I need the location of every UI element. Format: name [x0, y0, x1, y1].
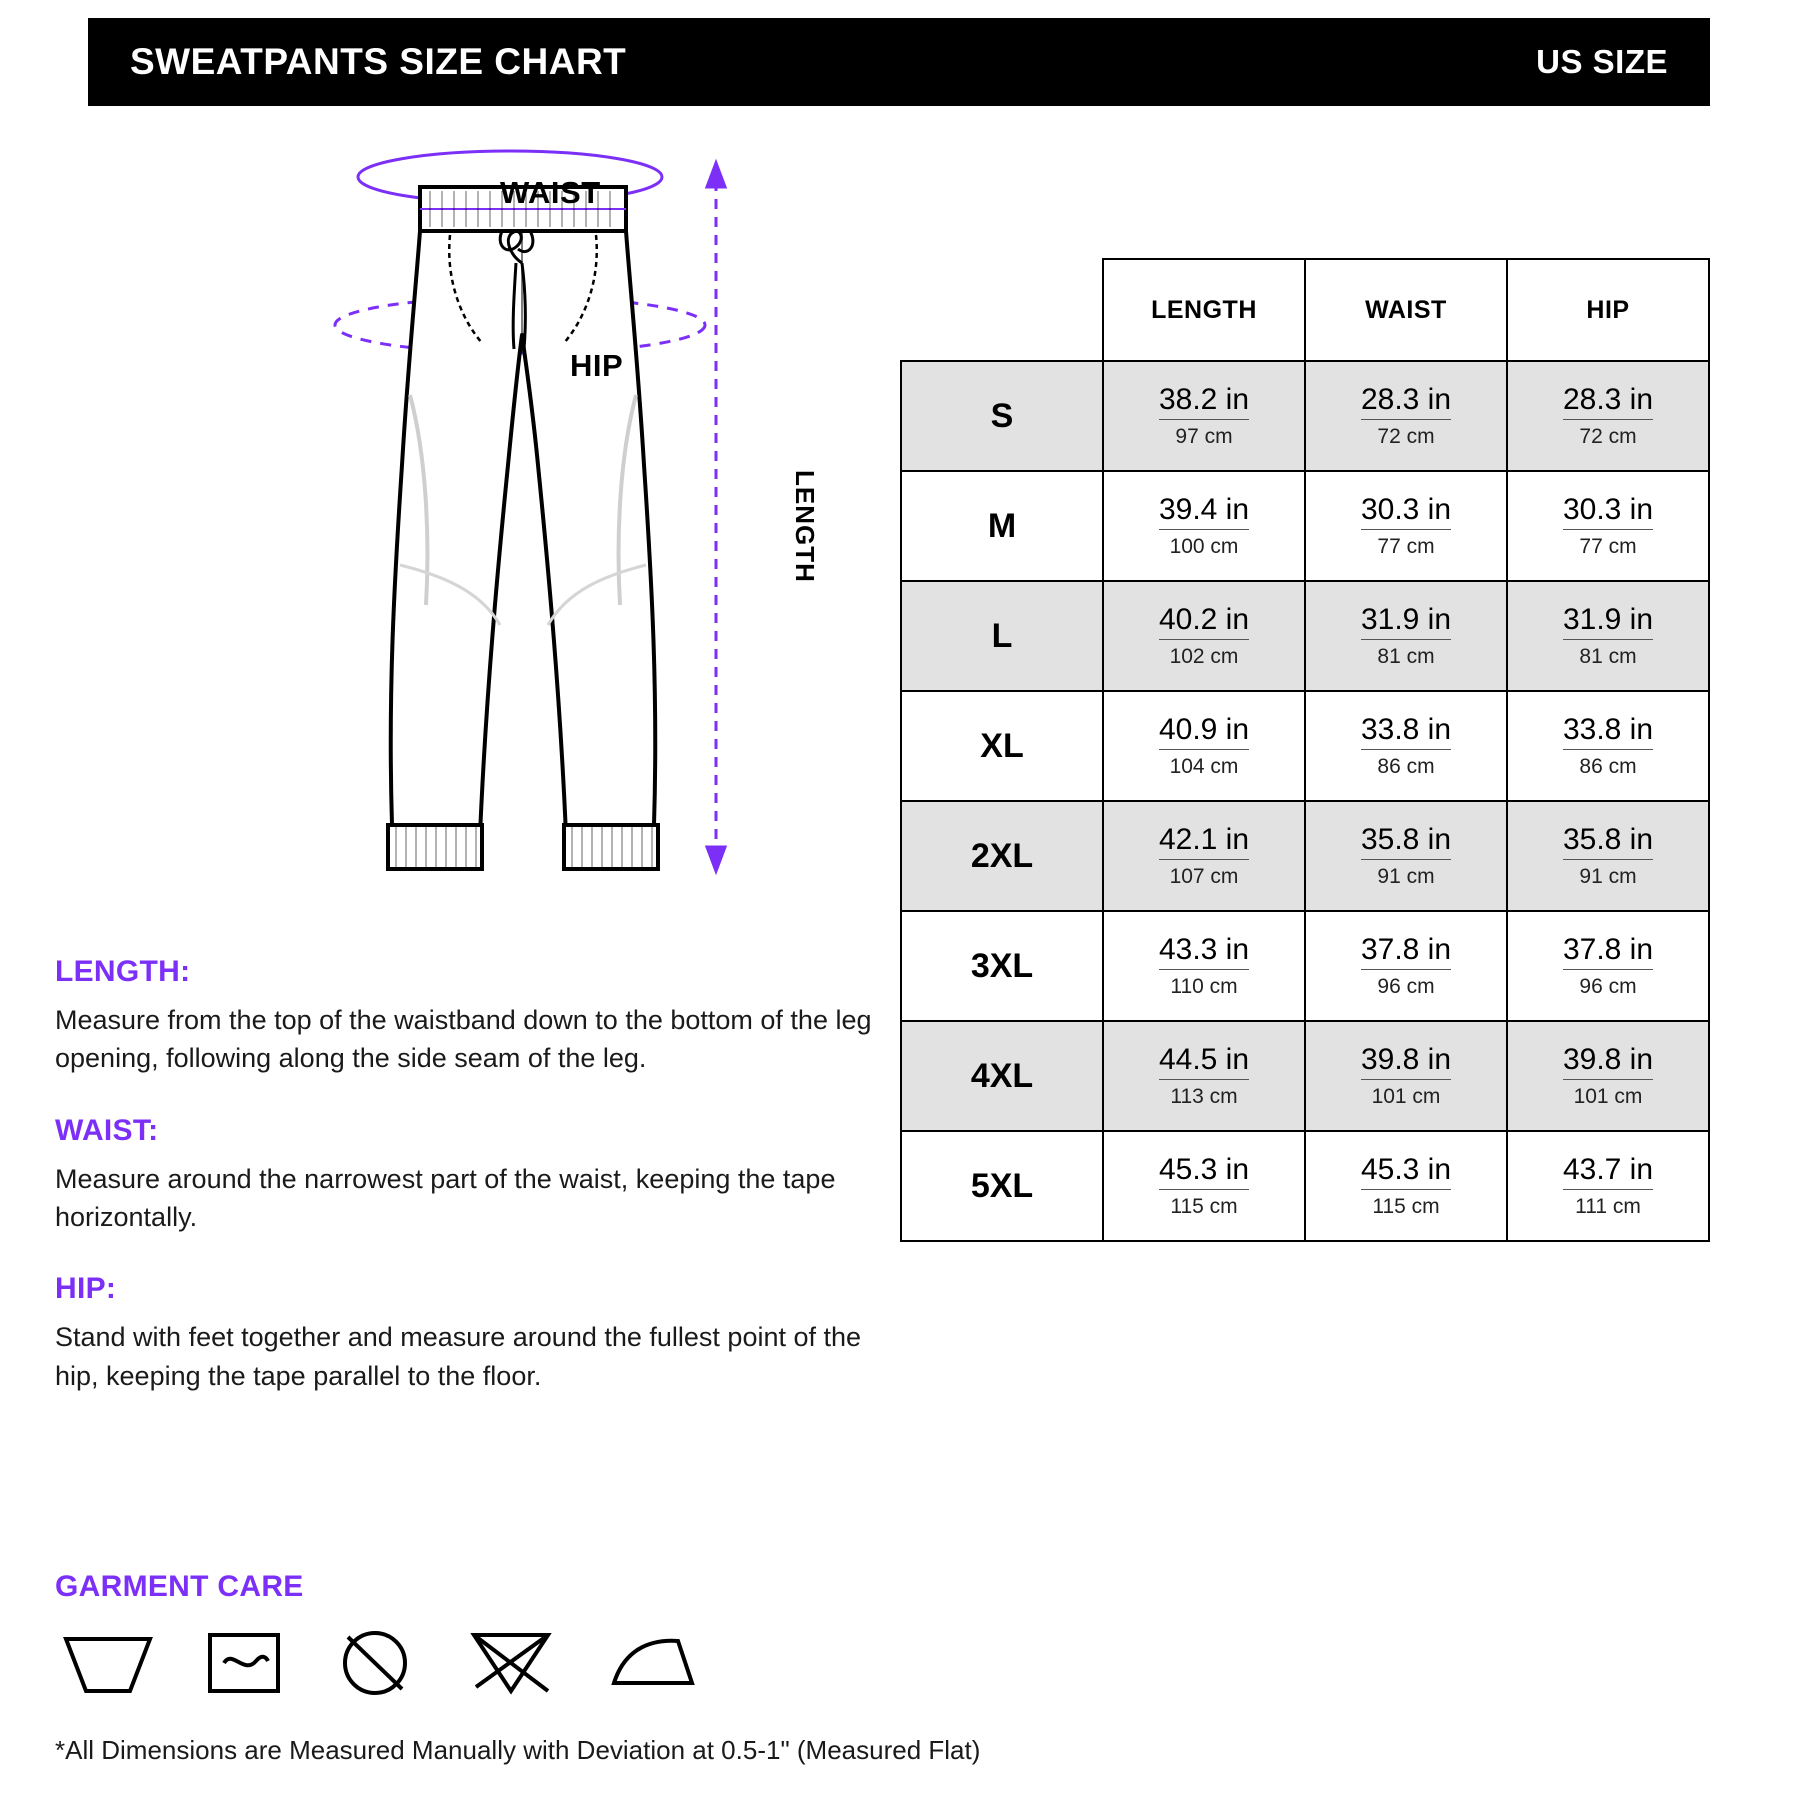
hip-cm: 77 cm: [1579, 534, 1637, 558]
length-cm: 97 cm: [1175, 424, 1233, 448]
waist-value: [1305, 581, 1507, 691]
size-label: 2XL: [901, 801, 1103, 911]
do-not-dry-clean-icon: [466, 1625, 556, 1697]
length-value: [1103, 911, 1305, 1021]
sweatpants-drawing: [330, 135, 850, 895]
length-inches: 43.3 in: [1159, 933, 1249, 970]
table-row: [901, 1131, 1709, 1241]
hip-cm: 111 cm: [1575, 1194, 1641, 1218]
waist-cm: 96 cm: [1377, 974, 1435, 998]
waist-value: [1305, 1131, 1507, 1241]
waist-cm: 77 cm: [1377, 534, 1435, 558]
size-label: S: [901, 361, 1103, 471]
length-cm: 104 cm: [1169, 754, 1239, 778]
waist-instruction-text: Measure around the narrowest part of the waist, keeping the tape horizontally.: [55, 1163, 836, 1232]
iron-icon: [604, 1625, 700, 1697]
waist-cm: 86 cm: [1377, 754, 1435, 778]
waist-inches: 33.8 in: [1361, 713, 1451, 750]
length-value: [1103, 1131, 1305, 1241]
hand-wash-icon: [60, 1625, 156, 1697]
column-header-hip: HIP: [1507, 259, 1709, 361]
hip-value: [1507, 801, 1709, 911]
table-row: [901, 471, 1709, 581]
size-label: 3XL: [901, 911, 1103, 1021]
hip-inches: 31.9 in: [1563, 603, 1653, 640]
length-inches: 38.2 in: [1159, 383, 1249, 420]
length-inches: 40.9 in: [1159, 713, 1249, 750]
hip-cm: 81 cm: [1579, 644, 1637, 668]
length-instruction-text: Measure from the top of the waistband down to the bottom of the leg opening, following along the side seam of the leg.: [55, 1005, 872, 1074]
length-cm: 102 cm: [1169, 644, 1239, 668]
length-inches: 42.1 in: [1159, 823, 1249, 860]
hip-value: [1507, 361, 1709, 471]
hip-inches: 37.8 in: [1563, 933, 1653, 970]
header-bar: [88, 18, 1710, 106]
length-label: LENGTH: [790, 470, 820, 583]
hip-cm: 72 cm: [1579, 424, 1637, 448]
size-label: M: [901, 471, 1103, 581]
size-label: 5XL: [901, 1131, 1103, 1241]
waist-cm: 115 cm: [1372, 1194, 1440, 1218]
page-title: SWEATPANTS SIZE CHART: [130, 41, 627, 82]
length-inches: 45.3 in: [1159, 1153, 1249, 1190]
length-value: [1103, 801, 1305, 911]
hip-value: [1507, 1131, 1709, 1241]
table-header-row: [901, 259, 1709, 361]
waist-inches: 37.8 in: [1361, 933, 1451, 970]
size-table: [900, 258, 1710, 1242]
waist-cm: 72 cm: [1377, 424, 1435, 448]
measurement-instructions: [55, 955, 875, 1395]
waist-cm: 81 cm: [1377, 644, 1435, 668]
table-row: [901, 911, 1709, 1021]
waist-inches: 35.8 in: [1361, 823, 1451, 860]
do-not-bleach-icon: [332, 1625, 418, 1697]
waist-instruction-title: WAIST:: [55, 1113, 159, 1147]
length-inches: 44.5 in: [1159, 1043, 1249, 1080]
waist-inches: 31.9 in: [1361, 603, 1451, 640]
waist-value: [1305, 361, 1507, 471]
waist-value: [1305, 471, 1507, 581]
hip-label: HIP: [570, 348, 624, 383]
length-value: [1103, 471, 1305, 581]
size-table-container: [900, 258, 1710, 1242]
hip-instruction-title: HIP:: [55, 1272, 117, 1306]
waist-inches: 45.3 in: [1361, 1153, 1451, 1190]
hip-value: [1507, 471, 1709, 581]
length-cm: 115 cm: [1170, 1194, 1238, 1218]
length-value: [1103, 691, 1305, 801]
garment-care-icons: [60, 1625, 700, 1697]
waist-cm: 101 cm: [1371, 1084, 1441, 1108]
hip-cm: 91 cm: [1579, 864, 1637, 888]
hip-cm: 101 cm: [1573, 1084, 1643, 1108]
tumble-dry-icon: [204, 1625, 284, 1697]
garment-care-title: GARMENT CARE: [55, 1570, 304, 1603]
column-header-waist: WAIST: [1305, 259, 1507, 361]
hip-value: [1507, 1021, 1709, 1131]
hip-value: [1507, 691, 1709, 801]
length-instruction-title: LENGTH:: [55, 955, 191, 988]
length-inches: 39.4 in: [1159, 493, 1249, 530]
waist-inches: 30.3 in: [1361, 493, 1451, 530]
hip-value: [1507, 911, 1709, 1021]
length-value: [1103, 581, 1305, 691]
length-value: [1103, 1021, 1305, 1131]
length-cm: 100 cm: [1169, 534, 1239, 558]
waist-value: [1305, 911, 1507, 1021]
hip-cm: 96 cm: [1579, 974, 1637, 998]
size-label: L: [901, 581, 1103, 691]
table-row: [901, 691, 1709, 801]
length-cm: 113 cm: [1170, 1084, 1238, 1108]
table-row: [901, 361, 1709, 471]
table-row: [901, 581, 1709, 691]
hip-inches: 33.8 in: [1563, 713, 1653, 750]
waist-value: [1305, 691, 1507, 801]
table-row: [901, 1021, 1709, 1131]
waist-cm: 91 cm: [1377, 864, 1435, 888]
sweatpants-illustration: [330, 135, 850, 895]
length-cm: 110 cm: [1170, 974, 1238, 998]
footnote: *All Dimensions are Measured Manually with Deviation at 0.5-1" (Measured Flat): [55, 1735, 981, 1765]
size-label: XL: [901, 691, 1103, 801]
waist-value: [1305, 1021, 1507, 1131]
hip-inches: 30.3 in: [1563, 493, 1653, 530]
waist-value: [1305, 801, 1507, 911]
length-value: [1103, 361, 1305, 471]
size-label: 4XL: [901, 1021, 1103, 1131]
hip-instruction-text: Stand with feet together and measure around the fullest point of the hip, keeping the tape parallel to the floor.: [55, 1322, 862, 1391]
waist-inches: 39.8 in: [1361, 1043, 1451, 1080]
waist-label: WAIST: [500, 175, 601, 210]
length-inches: 40.2 in: [1159, 603, 1249, 640]
unit-system-label: US SIZE: [1536, 43, 1668, 80]
length-cm: 107 cm: [1169, 864, 1239, 888]
hip-inches: 39.8 in: [1563, 1043, 1653, 1080]
hip-inches: 35.8 in: [1563, 823, 1653, 860]
column-header-length: LENGTH: [1103, 259, 1305, 361]
hip-inches: 28.3 in: [1563, 383, 1653, 420]
table-corner-cell: [901, 259, 1103, 361]
hip-inches: 43.7 in: [1563, 1153, 1653, 1190]
waist-inches: 28.3 in: [1361, 383, 1451, 420]
hip-value: [1507, 581, 1709, 691]
table-row: [901, 801, 1709, 911]
hip-cm: 86 cm: [1579, 754, 1637, 778]
